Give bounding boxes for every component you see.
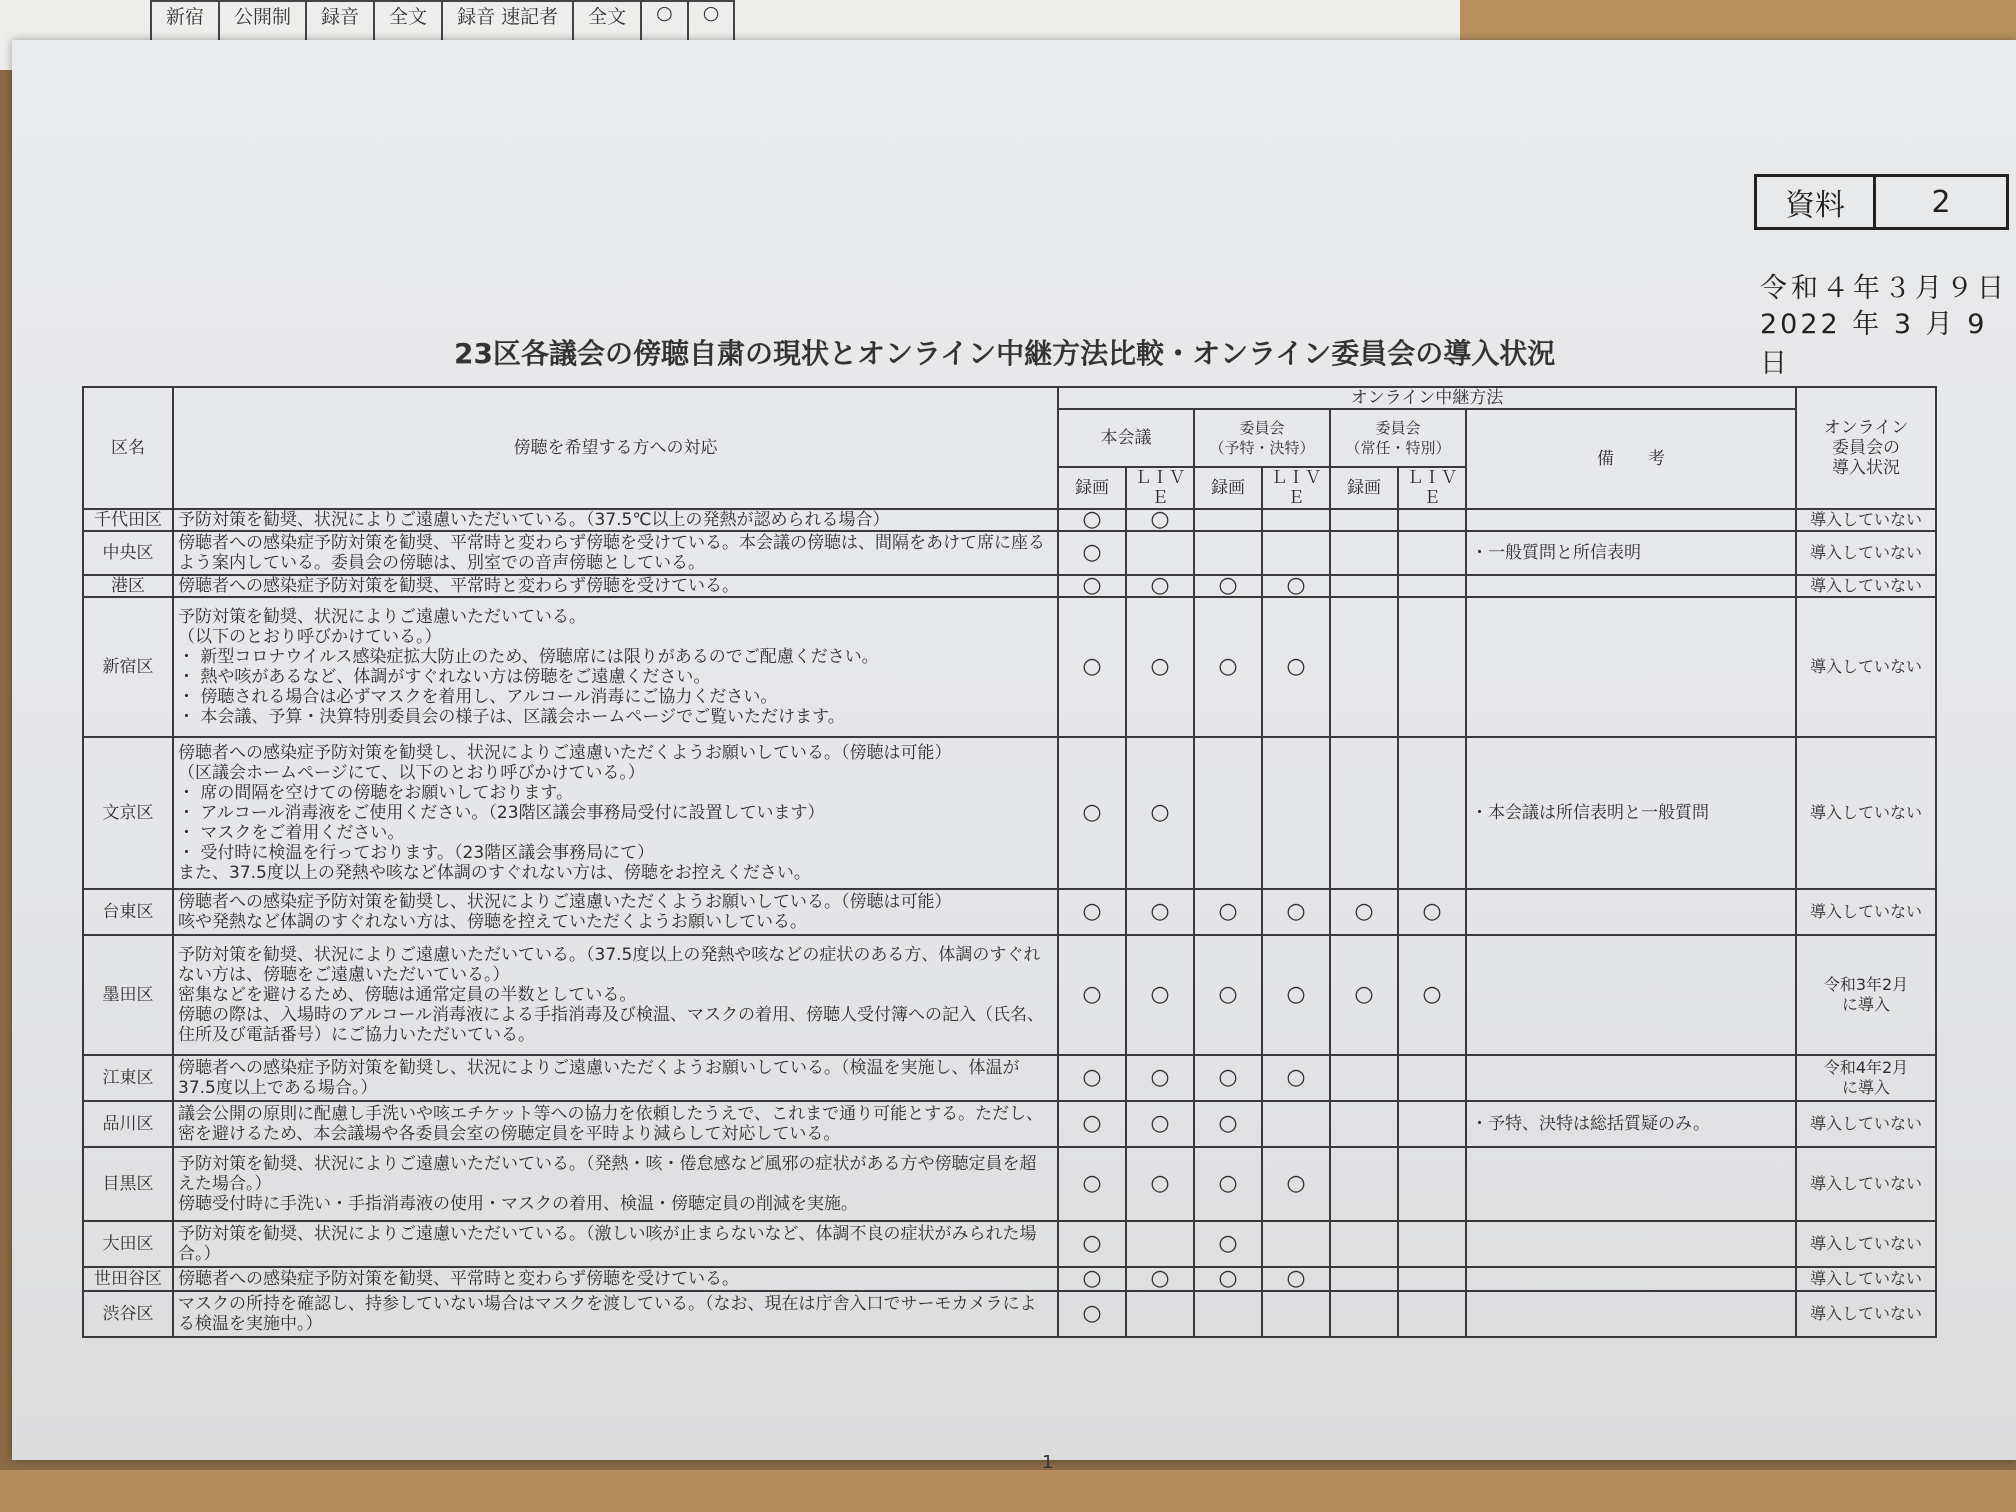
mark-cell: ○: [1194, 1267, 1262, 1291]
note-cell: [1466, 1221, 1796, 1267]
mark-cell: ○: [1194, 1147, 1262, 1221]
header-online-method: オンライン中継方法: [1058, 387, 1796, 409]
mark-cell: [1398, 1055, 1466, 1101]
mark-cell: ○: [1126, 737, 1194, 889]
note-cell: ・予特、決特は総括質疑のみ。: [1466, 1101, 1796, 1147]
note-cell: [1466, 597, 1796, 737]
mark-cell: ○: [1126, 1147, 1194, 1221]
mark-cell: [1330, 575, 1398, 597]
mark-cell: ○: [1058, 1101, 1126, 1147]
mark-cell: ○: [1058, 509, 1126, 531]
document-page: [12, 40, 2016, 1473]
mark-cell: ○: [1262, 935, 1330, 1055]
mark-cell: [1126, 531, 1194, 575]
mark-cell: [1330, 1101, 1398, 1147]
mark-cell: [1398, 1291, 1466, 1337]
ward-name: 港区: [83, 575, 173, 597]
response-text: 予防対策を勧奨、状況によりご遠慮いただいている。（37.5度以上の発熱や咳などの症状のある方、体調のすぐれない方は、傍聴をご遠慮いただいている。） 密集などを避けるため、傍聴は通常定員の半数としている。 傍聴の際は、入場時のアルコール消毒液による手指消毒及び検温、マスクの着用、傍聴人受付簿への記入（氏名、住所及び電話番号）にご協力いただいている。: [173, 935, 1058, 1055]
note-cell: [1466, 1147, 1796, 1221]
mark-cell: ○: [1058, 1267, 1126, 1291]
note-cell: [1466, 509, 1796, 531]
ward-name: 渋谷区: [83, 1291, 173, 1337]
note-cell: [1466, 575, 1796, 597]
back-cell: 録音: [306, 1, 374, 43]
header-live: ＬＩＶＥ: [1398, 467, 1466, 509]
header-plenary: 本会議: [1058, 409, 1194, 467]
mark-cell: ○: [1058, 935, 1126, 1055]
back-cell: 新宿: [151, 1, 219, 43]
mark-cell: ○: [1194, 1055, 1262, 1101]
mark-cell: ○: [1058, 597, 1126, 737]
note-cell: [1466, 1291, 1796, 1337]
mark-cell: [1262, 1101, 1330, 1147]
mark-cell: ○: [1194, 597, 1262, 737]
mark-cell: ○: [1262, 889, 1330, 935]
intro-status: 導入していない: [1796, 1267, 1936, 1291]
response-text: 予防対策を勧奨、状況によりご遠慮いただいている。（発熱・咳・倦怠感など風邪の症状がある方や傍聴定員を超えた場合。） 傍聴受付時に手洗い・手指消毒液の使用・マスクの着用、検温・傍聴定員の削減を実施。: [173, 1147, 1058, 1221]
mark-cell: [1330, 1291, 1398, 1337]
response-text: 予防対策を勧奨、状況によりご遠慮いただいている。 （以下のとおり呼びかけている。） ・ 新型コロナウイルス感染症拡大防止のため、傍聴席には限りがあるのでご配慮ください。 ・ 熱や咳があるなど、体調がすぐれない方は傍聴をご遠慮ください。 ・ 傍聴される場合は必ずマスクを着用し、アルコール消毒にご協力ください。 ・ 本会議、予算・決算特別委員会の様子は、区議会ホームページでご覧いただけます。: [173, 597, 1058, 737]
header-live: ＬＩＶＥ: [1126, 467, 1194, 509]
header-ward: 区名: [83, 387, 173, 509]
mark-cell: [1330, 1147, 1398, 1221]
mark-cell: [1262, 509, 1330, 531]
mark-cell: [1330, 1267, 1398, 1291]
ward-name: 台東区: [83, 889, 173, 935]
date-gregorian: 2022 年 3 月 9 日: [1760, 309, 1988, 379]
intro-status: 導入していない: [1796, 889, 1936, 935]
mark-cell: [1398, 597, 1466, 737]
mark-cell: ○: [1398, 889, 1466, 935]
response-text: 予防対策を勧奨、状況によりご遠慮いただいている。（37.5℃以上の発熱が認められる場合）: [173, 509, 1058, 531]
intro-status: 導入していない: [1796, 575, 1936, 597]
ward-name: 大田区: [83, 1221, 173, 1267]
back-cell: 全文: [573, 1, 641, 43]
back-cell: ○: [688, 1, 735, 43]
mark-cell: [1330, 1221, 1398, 1267]
header-response: 傍聴を希望する方への対応: [173, 387, 1058, 509]
intro-status: 導入していない: [1796, 737, 1936, 889]
document-label-box: [1754, 174, 2009, 230]
mark-cell: ○: [1194, 1221, 1262, 1267]
response-text: 傍聴者への感染症予防対策を勧奨、平常時と変わらず傍聴を受けている。本会議の傍聴は、間隔をあけて席に座るよう案内している。委員会の傍聴は、別室での音声傍聴としている。: [173, 531, 1058, 575]
response-text: 予防対策を勧奨、状況によりご遠慮いただいている。（激しい咳が止まらないなど、体調不良の症状がみられた場合。）: [173, 1221, 1058, 1267]
response-text: 傍聴者への感染症予防対策を勧奨し、状況によりご遠慮いただくようお願いしている。（傍聴は可能） 咳や発熱など体調のすぐれない方は、傍聴を控えていただくようお願いしている。: [173, 889, 1058, 935]
response-text: 議会公開の原則に配慮し手洗いや咳エチケット等への協力を依頼したうえで、これまで通り可能とする。ただし、密を避けるため、本会議場や各委員会室の傍聴定員を平時より減らして対応している。: [173, 1101, 1058, 1147]
note-cell: [1466, 1055, 1796, 1101]
ward-name: 中央区: [83, 531, 173, 575]
mark-cell: ○: [1058, 531, 1126, 575]
mark-cell: ○: [1058, 737, 1126, 889]
mark-cell: [1398, 1267, 1466, 1291]
response-text: 傍聴者への感染症予防対策を勧奨し、状況によりご遠慮いただくようお願いしている。（検温を実施し、体温が37.5度以上である場合。）: [173, 1055, 1058, 1101]
response-text: 傍聴者への感染症予防対策を勧奨、平常時と変わらず傍聴を受けている。: [173, 1267, 1058, 1291]
mark-cell: ○: [1126, 597, 1194, 737]
mark-cell: [1262, 737, 1330, 889]
note-cell: ・一般質問と所信表明: [1466, 531, 1796, 575]
document-label: 資料: [1757, 177, 1876, 227]
document-title: 23区各議会の傍聴自粛の現状とオンライン中継方法比較・オンライン委員会の導入状況: [454, 337, 1556, 370]
header-notes: 備 考: [1466, 409, 1796, 509]
mark-cell: ○: [1330, 935, 1398, 1055]
intro-status: 導入していない: [1796, 509, 1936, 531]
mark-cell: [1398, 1147, 1466, 1221]
note-cell: [1466, 1267, 1796, 1291]
mark-cell: ○: [1058, 1147, 1126, 1221]
intro-status: 導入していない: [1796, 597, 1936, 737]
mark-cell: ○: [1058, 1291, 1126, 1337]
ward-name: 文京区: [83, 737, 173, 889]
intro-status: 導入していない: [1796, 531, 1936, 575]
ward-name: 千代田区: [83, 509, 173, 531]
intro-status: 導入していない: [1796, 1101, 1936, 1147]
ward-name: 江東区: [83, 1055, 173, 1101]
mark-cell: ○: [1126, 509, 1194, 531]
mark-cell: ○: [1262, 597, 1330, 737]
mark-cell: ○: [1194, 1101, 1262, 1147]
mark-cell: ○: [1262, 1055, 1330, 1101]
response-text: 傍聴者への感染症予防対策を勧奨、平常時と変わらず傍聴を受けている。: [173, 575, 1058, 597]
ward-name: 目黒区: [83, 1147, 173, 1221]
mark-cell: [1398, 1221, 1466, 1267]
note-cell: [1466, 889, 1796, 935]
intro-status: 令和4年2月 に導入: [1796, 1055, 1936, 1101]
header-recorded: 録画: [1330, 467, 1398, 509]
mark-cell: ○: [1262, 1267, 1330, 1291]
mark-cell: [1194, 1291, 1262, 1337]
mark-cell: ○: [1194, 935, 1262, 1055]
mark-cell: [1126, 1221, 1194, 1267]
mark-cell: ○: [1058, 575, 1126, 597]
response-text: マスクの所持を確認し、持参していない場合はマスクを渡している。（なお、現在は庁舎入口でサーモカメラによる検温を実施中。）: [173, 1291, 1058, 1337]
mark-cell: [1194, 509, 1262, 531]
header-committee-budget: 委員会 （予特・決特）: [1194, 409, 1330, 467]
mark-cell: ○: [1126, 889, 1194, 935]
mark-cell: [1398, 531, 1466, 575]
mark-cell: [1398, 737, 1466, 889]
mark-cell: ○: [1126, 935, 1194, 1055]
ward-name: 墨田区: [83, 935, 173, 1055]
header-live: ＬＩＶＥ: [1262, 467, 1330, 509]
mark-cell: [1330, 1055, 1398, 1101]
header-recorded: 録画: [1058, 467, 1126, 509]
mark-cell: [1262, 1291, 1330, 1337]
mark-cell: [1330, 531, 1398, 575]
header-online-committee: オンライン 委員会の 導入状況: [1796, 387, 1936, 509]
note-cell: [1466, 935, 1796, 1055]
page-number: 1: [1042, 1452, 1054, 1473]
mark-cell: ○: [1330, 889, 1398, 935]
back-page-table: [150, 0, 735, 44]
header-recorded: 録画: [1194, 467, 1262, 509]
mark-cell: ○: [1126, 1055, 1194, 1101]
mark-cell: ○: [1058, 1055, 1126, 1101]
ward-name: 世田谷区: [83, 1267, 173, 1291]
mark-cell: [1330, 737, 1398, 889]
mark-cell: [1262, 1221, 1330, 1267]
mark-cell: ○: [1058, 889, 1126, 935]
header-committee-standing: 委員会 （常任・特別）: [1330, 409, 1466, 467]
mark-cell: [1262, 531, 1330, 575]
back-cell: 公開制: [219, 1, 306, 43]
mark-cell: [1398, 509, 1466, 531]
back-cell: 全文: [374, 1, 442, 43]
comparison-table: [82, 386, 1937, 1338]
mark-cell: [1398, 575, 1466, 597]
ward-name: 新宿区: [83, 597, 173, 737]
intro-status: 導入していない: [1796, 1291, 1936, 1337]
mark-cell: ○: [1262, 1147, 1330, 1221]
ward-name: 品川区: [83, 1101, 173, 1147]
mark-cell: [1398, 1101, 1466, 1147]
desk-surface-bottom: [0, 1470, 2016, 1512]
mark-cell: ○: [1398, 935, 1466, 1055]
back-cell: 録音 速記者: [442, 1, 573, 43]
intro-status: 導入していない: [1796, 1221, 1936, 1267]
document-number: 2: [1931, 184, 1951, 220]
intro-status: 令和3年2月 に導入: [1796, 935, 1936, 1055]
date-wareki: 令和４年３月９日: [1760, 273, 2008, 304]
mark-cell: ○: [1194, 889, 1262, 935]
mark-cell: ○: [1126, 575, 1194, 597]
mark-cell: ○: [1126, 1267, 1194, 1291]
mark-cell: ○: [1126, 1101, 1194, 1147]
intro-status: 導入していない: [1796, 1147, 1936, 1221]
mark-cell: [1330, 597, 1398, 737]
response-text: 傍聴者への感染症予防対策を勧奨し、状況によりご遠慮いただくようお願いしている。（傍聴は可能） （区議会ホームページにて、以下のとおり呼びかけている。） ・ 席の間隔を空けての傍聴をお願いしております。 ・ アルコール消毒液をご使用ください。（23階区議会事務局受付に設置しています） ・ マスクをご着用ください。 ・ 受付時に検温を行っております。（23階区議会事務局にて） また、37.5度以上の発熱や咳など体調のすぐれない方は、傍聴をお控えください。: [173, 737, 1058, 889]
mark-cell: ○: [1194, 575, 1262, 597]
back-cell: ○: [641, 1, 688, 43]
mark-cell: ○: [1262, 575, 1330, 597]
mark-cell: [1126, 1291, 1194, 1337]
mark-cell: [1194, 737, 1262, 889]
mark-cell: ○: [1058, 1221, 1126, 1267]
note-cell: ・本会議は所信表明と一般質問: [1466, 737, 1796, 889]
mark-cell: [1330, 509, 1398, 531]
mark-cell: [1194, 531, 1262, 575]
